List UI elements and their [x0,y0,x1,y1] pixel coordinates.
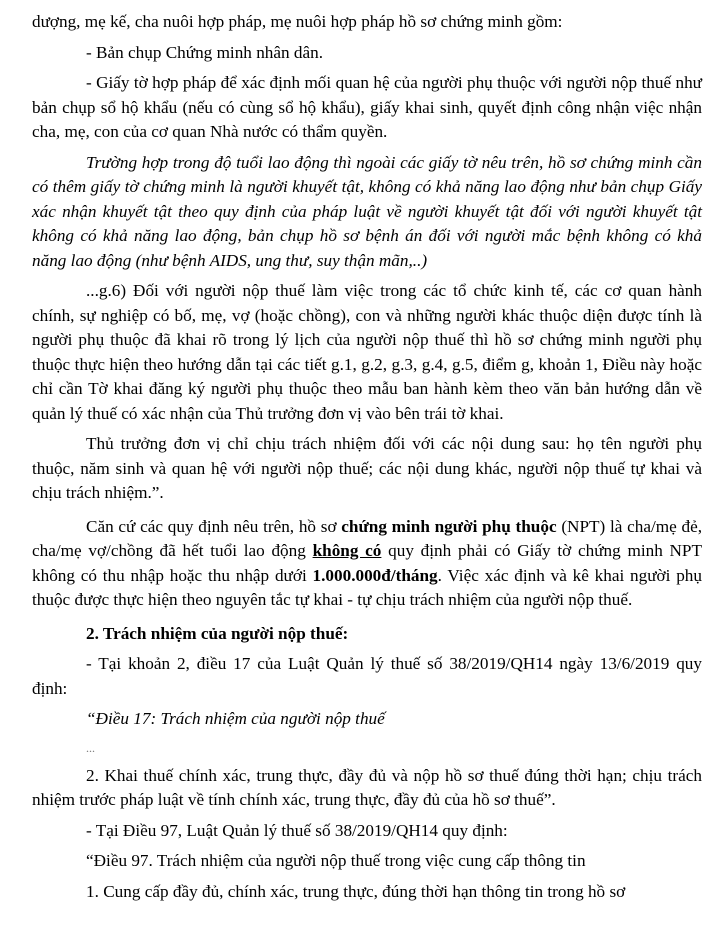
conclusion-part-e: quy định phải có Giấy tờ chứng minh NPT không có thu nhập hoặc thu nhập dưới [32,541,702,585]
quote-article-97-clause-1: 1. Cung cấp đầy đủ, chính xác, trung thực, đúng thời hạn thông tin trong hồ sơ [86,881,626,901]
paragraph-relationship-docs: - Giấy tờ hợp pháp để xác định mối quan hệ của người phụ thuộc với người nộp thuế như bản chụp sổ hộ khẩu (nếu có cùng sổ hộ khẩu), giấy khai sinh, quyết định công nhận việc nhận cha, mẹ, con của cơ quan Nhà nước có thẩm quyền. [32,73,702,141]
paragraph-working-age: Trường hợp trong độ tuổi lao động thì ngoài các giấy tờ nêu trên, hồ sơ chứng minh cần có thêm giấy tờ chứng minh là người khuyết tật, không có khả năng lao động như bản chụp Giấy xác nhận khuyết tật theo quy định của pháp luật về người khuyết tật đối với người khuyết tật không có khả năng lao động, bản chụp hồ sơ bệnh án đối với người mắc bệnh không có khả năng lao động (như bệnh AIDS, ung thư, suy thận mãn,..) [32,152,702,270]
conclusion-bold-npt: chứng minh người phụ thuộc [341,516,557,536]
paragraph-1: dượng, mẹ kế, cha nuôi hợp pháp, mẹ nuôi hợp pháp hồ sơ chứng minh gồm: [32,12,563,31]
conclusion-part-a: Căn cứ các quy định nêu trên, hồ sơ [86,516,342,536]
paragraph-g6: ...g.6) Đối với người nộp thuế làm việc trong các tổ chức kinh tế, các cơ quan hành chính, sự nghiệp có bố, mẹ, vợ (hoặc chồng), con và những người khác thuộc diện được tính là người phụ thuộc đã khai rõ trong lý lịch của người nộp thuế thì hồ sơ chứng minh người phụ thuộc thực hiện theo hướng dẫn tại các tiết g.1, g.2, g.3, g.4, g.5, điểm g, khoản 1, Điều này hoặc chỉ cần Tờ khai đăng ký người phụ thuộc theo mẫu ban hành kèm theo văn bản hướng dẫn về quản lý thuế có xác nhận của Thủ trưởng đơn vị vào bên trái tờ khai. [32,281,702,423]
ellipsis: ... [86,740,95,755]
quote-article-17-clause-2: 2. Khai thuế chính xác, trung thực, đầy đủ và nộp hồ sơ thuế đúng thời hạn; chịu trách nhiệm trước pháp luật về tính chính xác, trung thực, đầy đủ của hồ sơ thuế”. [32,765,702,809]
section-heading-2: 2. Trách nhiệm của người nộp thuế: [86,623,349,643]
paragraph-article-97-ref: - Tại Điều 97, Luật Quản lý thuế số 38/2019/QH14 quy định: [86,820,508,840]
conclusion-underlined-khong-co: không có [312,541,382,560]
paragraph-cmnd: - Bản chụp Chứng minh nhân dân. [86,42,324,62]
conclusion-part-g: . Việc xác định và kê khai người phụ thuộc được thực hiện theo nguyên tắc tự khai - tự chịu trách nhiệm của người nộp thuế. [32,565,702,609]
conclusion-bold-amount: 1.000.000đ/tháng [312,565,438,585]
paragraph-head-of-unit: Thủ trưởng đơn vị chỉ chịu trách nhiệm đối với các nội dung sau: họ tên người phụ thuộc, năm sinh và quan hệ với người nộp thuế; các nội dung khác, người nộp thuế tự khai và chịu trách nhiệm.”. [32,434,702,502]
conclusion-part-c: (NPT) là cha/mẹ đẻ, cha/mẹ vợ/chồng đã hết tuổi lao động [32,516,702,560]
quote-article-17-title: “Điều 17: Trách nhiệm của người nộp thuế [86,709,385,728]
paragraph-conclusion [32,515,702,613]
paragraph-article-17-ref: - Tại khoản 2, điều 17 của Luật Quản lý thuế số 38/2019/QH14 ngày 13/6/2019 quy định: [32,654,702,698]
quote-article-97-title: “Điều 97. Trách nhiệm của người nộp thuế trong việc cung cấp thông tin [86,851,586,870]
